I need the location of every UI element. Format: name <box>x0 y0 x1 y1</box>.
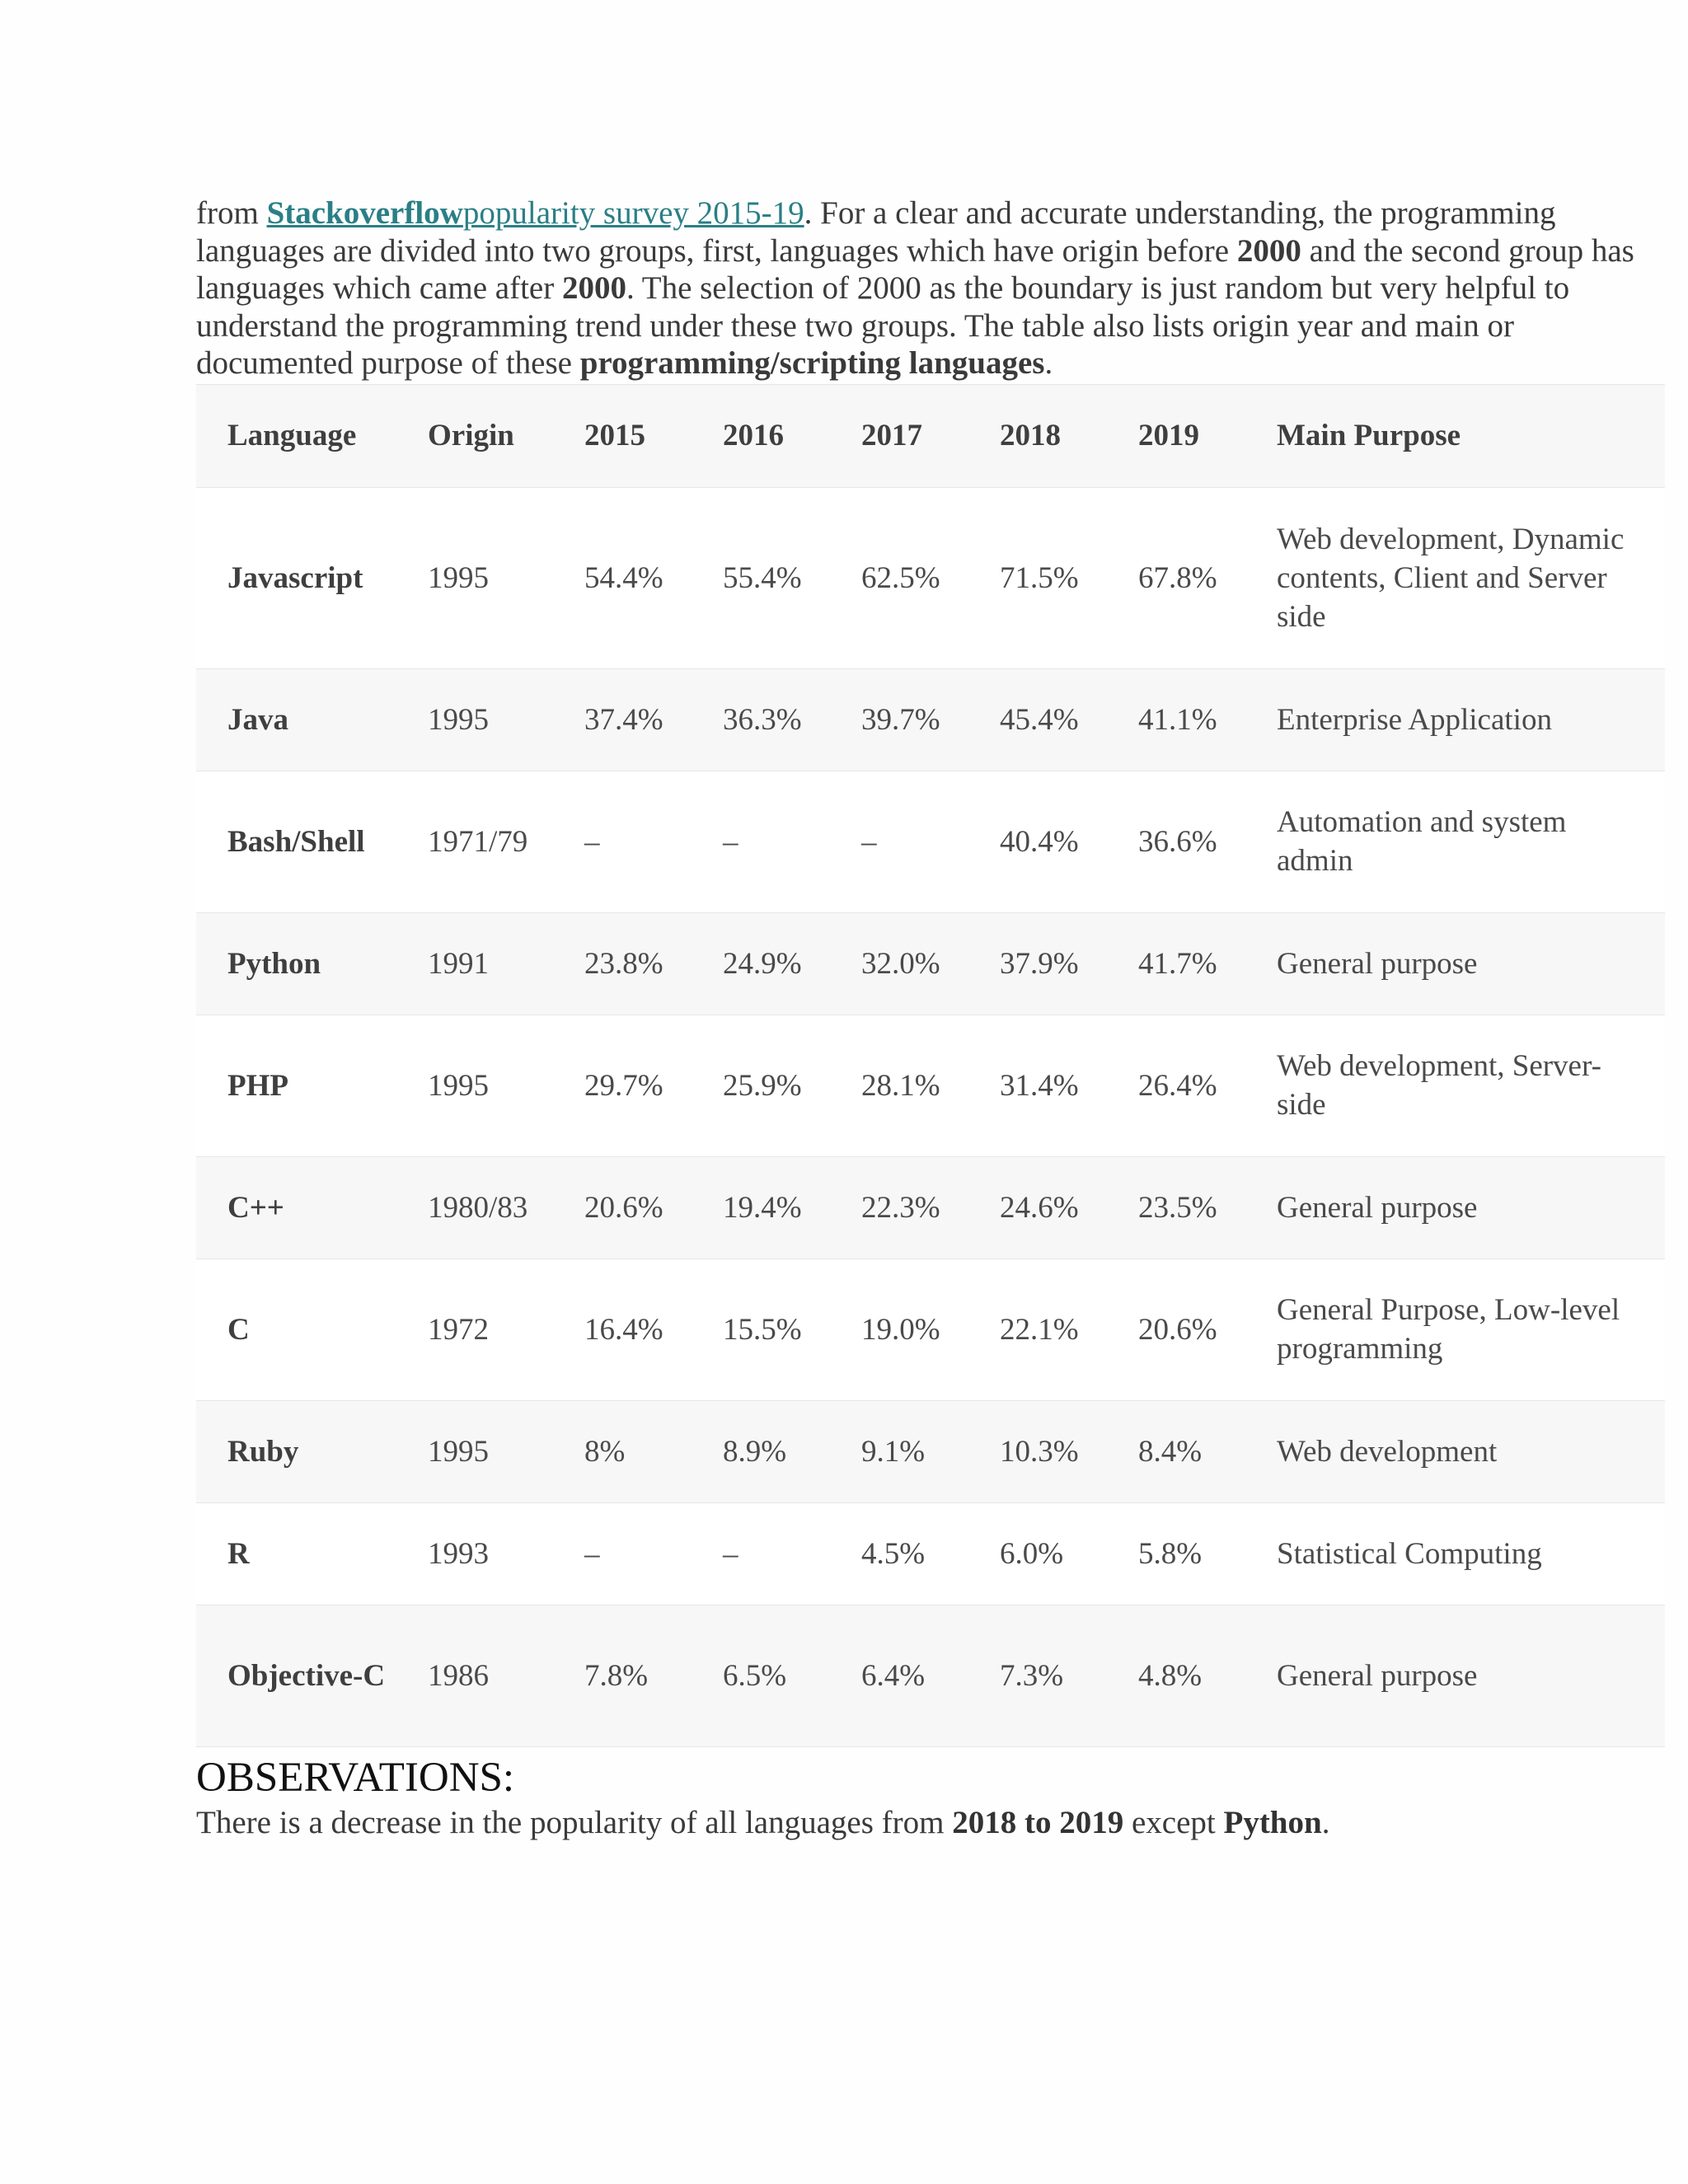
cell-y2015: 8% <box>553 1400 692 1502</box>
cell-y2018: 40.4% <box>968 771 1107 912</box>
observations-heading: OBSERVATIONS: <box>196 1754 515 1801</box>
header-origin: Origin <box>396 384 553 487</box>
cell-origin: 1971/79 <box>396 771 553 912</box>
cell-y2017: 9.1% <box>830 1400 968 1502</box>
intro-text-3: . The selection of 2000 as the boundary is just random but very helpful to understand the programming trend under these two groups. The table also lists origin year and main or documented purpose of these <box>196 270 1570 381</box>
language-popularity-table <box>196 384 1665 1747</box>
cell-origin: 1995 <box>396 487 553 668</box>
cell-y2016: 6.5% <box>692 1605 830 1746</box>
intro-bold-3: programming/scripting languages <box>579 345 1045 381</box>
cell-origin: 1980/83 <box>396 1156 553 1258</box>
cell-y2018: 7.3% <box>968 1605 1107 1746</box>
cell-y2019: 36.6% <box>1107 771 1245 912</box>
table-row <box>196 1605 1665 1746</box>
cell-y2018: 22.1% <box>968 1258 1107 1400</box>
cell-y2016: 15.5% <box>692 1258 830 1400</box>
cell-y2018: 71.5% <box>968 487 1107 668</box>
cell-y2015: – <box>553 771 692 912</box>
cell-y2017: – <box>830 771 968 912</box>
obs-bold-1: 2018 to 2019 <box>952 1804 1124 1840</box>
cell-origin: 1995 <box>396 1015 553 1156</box>
header-language: Language <box>196 384 396 487</box>
cell-y2019: 5.8% <box>1107 1502 1245 1605</box>
table-header-row <box>196 384 1665 487</box>
cell-y2018: 37.9% <box>968 912 1107 1015</box>
table-row <box>196 912 1665 1015</box>
cell-y2017: 39.7% <box>830 668 968 771</box>
obs-text-3: . <box>1321 1804 1330 1840</box>
cell-language: PHP <box>196 1015 396 1156</box>
cell-y2017: 32.0% <box>830 912 968 1015</box>
table-row <box>196 668 1665 771</box>
cell-language: Java <box>196 668 396 771</box>
cell-language: C++ <box>196 1156 396 1258</box>
cell-purpose: Web development <box>1245 1400 1665 1502</box>
obs-text-2: except <box>1123 1804 1224 1840</box>
table-row <box>196 1156 1665 1258</box>
cell-y2017: 62.5% <box>830 487 968 668</box>
table-row <box>196 1502 1665 1605</box>
cell-purpose: Web development, Dynamic contents, Client and Server side <box>1245 487 1665 668</box>
table-row <box>196 1258 1665 1400</box>
cell-y2016: 19.4% <box>692 1156 830 1258</box>
cell-y2017: 19.0% <box>830 1258 968 1400</box>
cell-language: C <box>196 1258 396 1400</box>
cell-y2017: 4.5% <box>830 1502 968 1605</box>
cell-purpose: General purpose <box>1245 1156 1665 1258</box>
table-body <box>196 487 1665 1746</box>
table-row <box>196 1015 1665 1156</box>
cell-origin: 1991 <box>396 912 553 1015</box>
cell-origin: 1995 <box>396 1400 553 1502</box>
cell-purpose: Enterprise Application <box>1245 668 1665 771</box>
cell-y2017: 6.4% <box>830 1605 968 1746</box>
cell-language: Python <box>196 912 396 1015</box>
header-2015: 2015 <box>553 384 692 487</box>
cell-origin: 1986 <box>396 1605 553 1746</box>
cell-y2015: 16.4% <box>553 1258 692 1400</box>
header-2016: 2016 <box>692 384 830 487</box>
header-2019: 2019 <box>1107 384 1245 487</box>
cell-y2016: – <box>692 771 830 912</box>
obs-text-1: There is a decrease in the popularity of all languages from <box>196 1804 953 1840</box>
cell-y2016: 25.9% <box>692 1015 830 1156</box>
intro-text-4: . <box>1044 345 1053 381</box>
intro-text-2: and the second group has languages which came after <box>196 232 1634 306</box>
cell-y2016: – <box>692 1502 830 1605</box>
cell-y2019: 41.1% <box>1107 668 1245 771</box>
cell-y2015: 23.8% <box>553 912 692 1015</box>
cell-y2018: 45.4% <box>968 668 1107 771</box>
cell-purpose: Automation and system admin <box>1245 771 1665 912</box>
observations-text <box>196 1803 1665 1843</box>
cell-y2018: 31.4% <box>968 1015 1107 1156</box>
header-2017: 2017 <box>830 384 968 487</box>
cell-y2016: 55.4% <box>692 487 830 668</box>
intro-from: from <box>196 195 267 231</box>
intro-bold-2: 2000 <box>561 270 626 306</box>
cell-purpose: General purpose <box>1245 912 1665 1015</box>
cell-y2015: 7.8% <box>553 1605 692 1746</box>
stackoverflow-link[interactable]: Stackoverflow <box>266 195 463 231</box>
cell-y2015: 29.7% <box>553 1015 692 1156</box>
intro-bold-1: 2000 <box>1236 232 1301 269</box>
cell-language: Bash/Shell <box>196 771 396 912</box>
cell-language: Ruby <box>196 1400 396 1502</box>
cell-origin: 1995 <box>396 668 553 771</box>
cell-language: Javascript <box>196 487 396 668</box>
table-row <box>196 1400 1665 1502</box>
cell-y2016: 24.9% <box>692 912 830 1015</box>
cell-y2015: 37.4% <box>553 668 692 771</box>
cell-y2018: 10.3% <box>968 1400 1107 1502</box>
cell-y2019: 23.5% <box>1107 1156 1245 1258</box>
cell-language: Objective-C <box>196 1605 396 1746</box>
cell-purpose: Web development, Server-side <box>1245 1015 1665 1156</box>
survey-link[interactable]: popularity survey 2015-19 <box>462 195 804 231</box>
cell-y2019: 8.4% <box>1107 1400 1245 1502</box>
cell-y2019: 20.6% <box>1107 1258 1245 1400</box>
cell-y2017: 22.3% <box>830 1156 968 1258</box>
header-2018: 2018 <box>968 384 1107 487</box>
cell-purpose: General Purpose, Low-level programming <box>1245 1258 1665 1400</box>
cell-y2015: 20.6% <box>553 1156 692 1258</box>
cell-y2015: 54.4% <box>553 487 692 668</box>
cell-purpose: General purpose <box>1245 1605 1665 1746</box>
cell-purpose: Statistical Computing <box>1245 1502 1665 1605</box>
cell-y2019: 4.8% <box>1107 1605 1245 1746</box>
cell-y2019: 41.7% <box>1107 912 1245 1015</box>
cell-origin: 1972 <box>396 1258 553 1400</box>
intro-paragraph <box>196 194 1665 382</box>
intro-text-1: . For a clear and accurate understanding, the programming languages are divided into two groups, first, languages which have origin before <box>196 195 1556 269</box>
cell-origin: 1993 <box>396 1502 553 1605</box>
cell-y2016: 36.3% <box>692 668 830 771</box>
cell-y2018: 24.6% <box>968 1156 1107 1258</box>
cell-language: R <box>196 1502 396 1605</box>
cell-y2016: 8.9% <box>692 1400 830 1502</box>
cell-y2017: 28.1% <box>830 1015 968 1156</box>
article-body <box>196 194 1665 1843</box>
cell-y2019: 67.8% <box>1107 487 1245 668</box>
obs-bold-2: Python <box>1223 1804 1322 1840</box>
cell-y2018: 6.0% <box>968 1502 1107 1605</box>
header-main-purpose: Main Purpose <box>1245 384 1665 487</box>
table-row <box>196 771 1665 912</box>
table-row <box>196 487 1665 668</box>
cell-y2019: 26.4% <box>1107 1015 1245 1156</box>
cell-y2015: – <box>553 1502 692 1605</box>
